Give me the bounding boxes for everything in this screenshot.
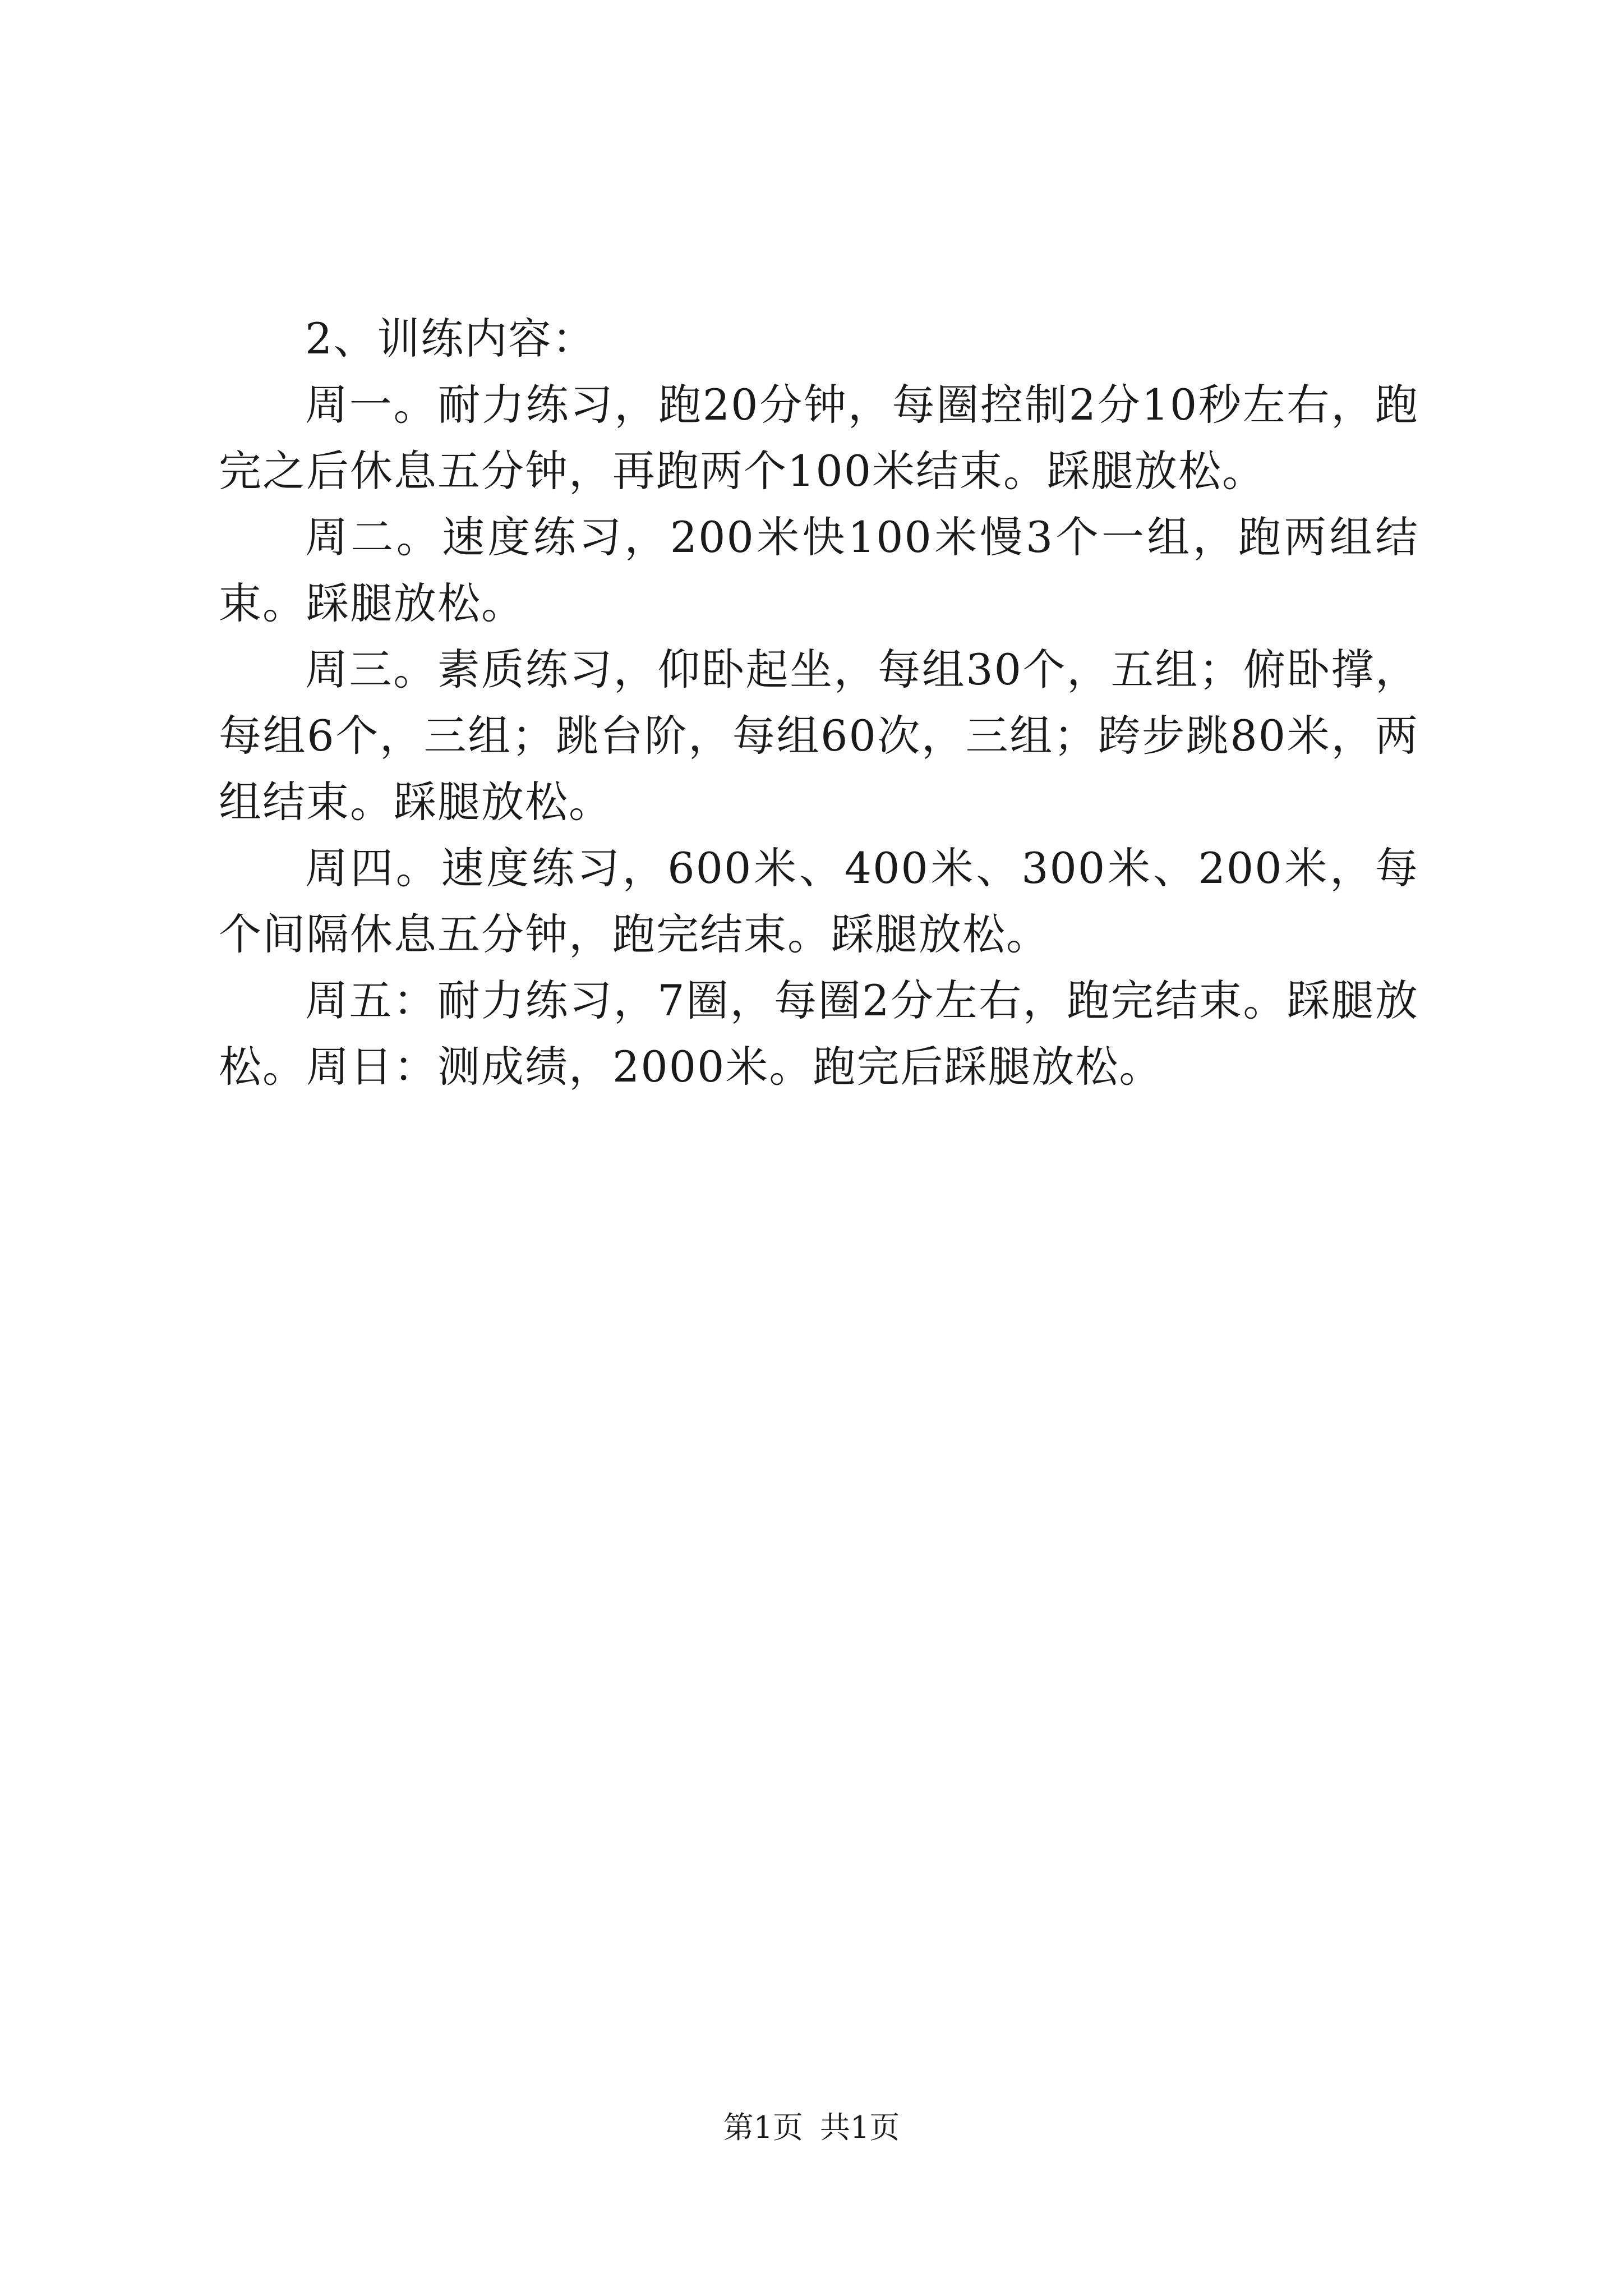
document-body — [219, 306, 1419, 1100]
page-number: 第1页 — [723, 2110, 803, 2145]
paragraph-heading: 2、训练内容： — [305, 314, 596, 364]
page-total: 共1页 — [820, 2110, 900, 2145]
paragraph-wednesday: 周三。素质练习，仰卧起坐，每组30个，五组；俯卧撑，每组6个，三组；跳台阶，每组60次，三组；跨步跳80米，两组结束。踩腿放松。 — [219, 645, 1419, 827]
page-footer — [0, 2108, 1623, 2147]
paragraph-friday-sunday: 周五：耐力练习，7圈，每圈2分左右，跑完结束。踩腿放松。周日：测成绩，2000米。跑完后踩腿放松。 — [219, 976, 1419, 1092]
paragraph-monday: 周一。耐力练习，跑20分钟，每圈控制2分10秒左右，跑完之后休息五分钟，再跑两个100米结束。踩腿放松。 — [219, 380, 1419, 496]
paragraph-tuesday: 周二。速度练习，200米快100米慢3个一组，跑两组结束。踩腿放松。 — [219, 512, 1419, 628]
paragraph-thursday: 周四。速度练习，600米、400米、300米、200米，每个间隔休息五分钟，跑完结束。踩腿放松。 — [219, 843, 1419, 959]
